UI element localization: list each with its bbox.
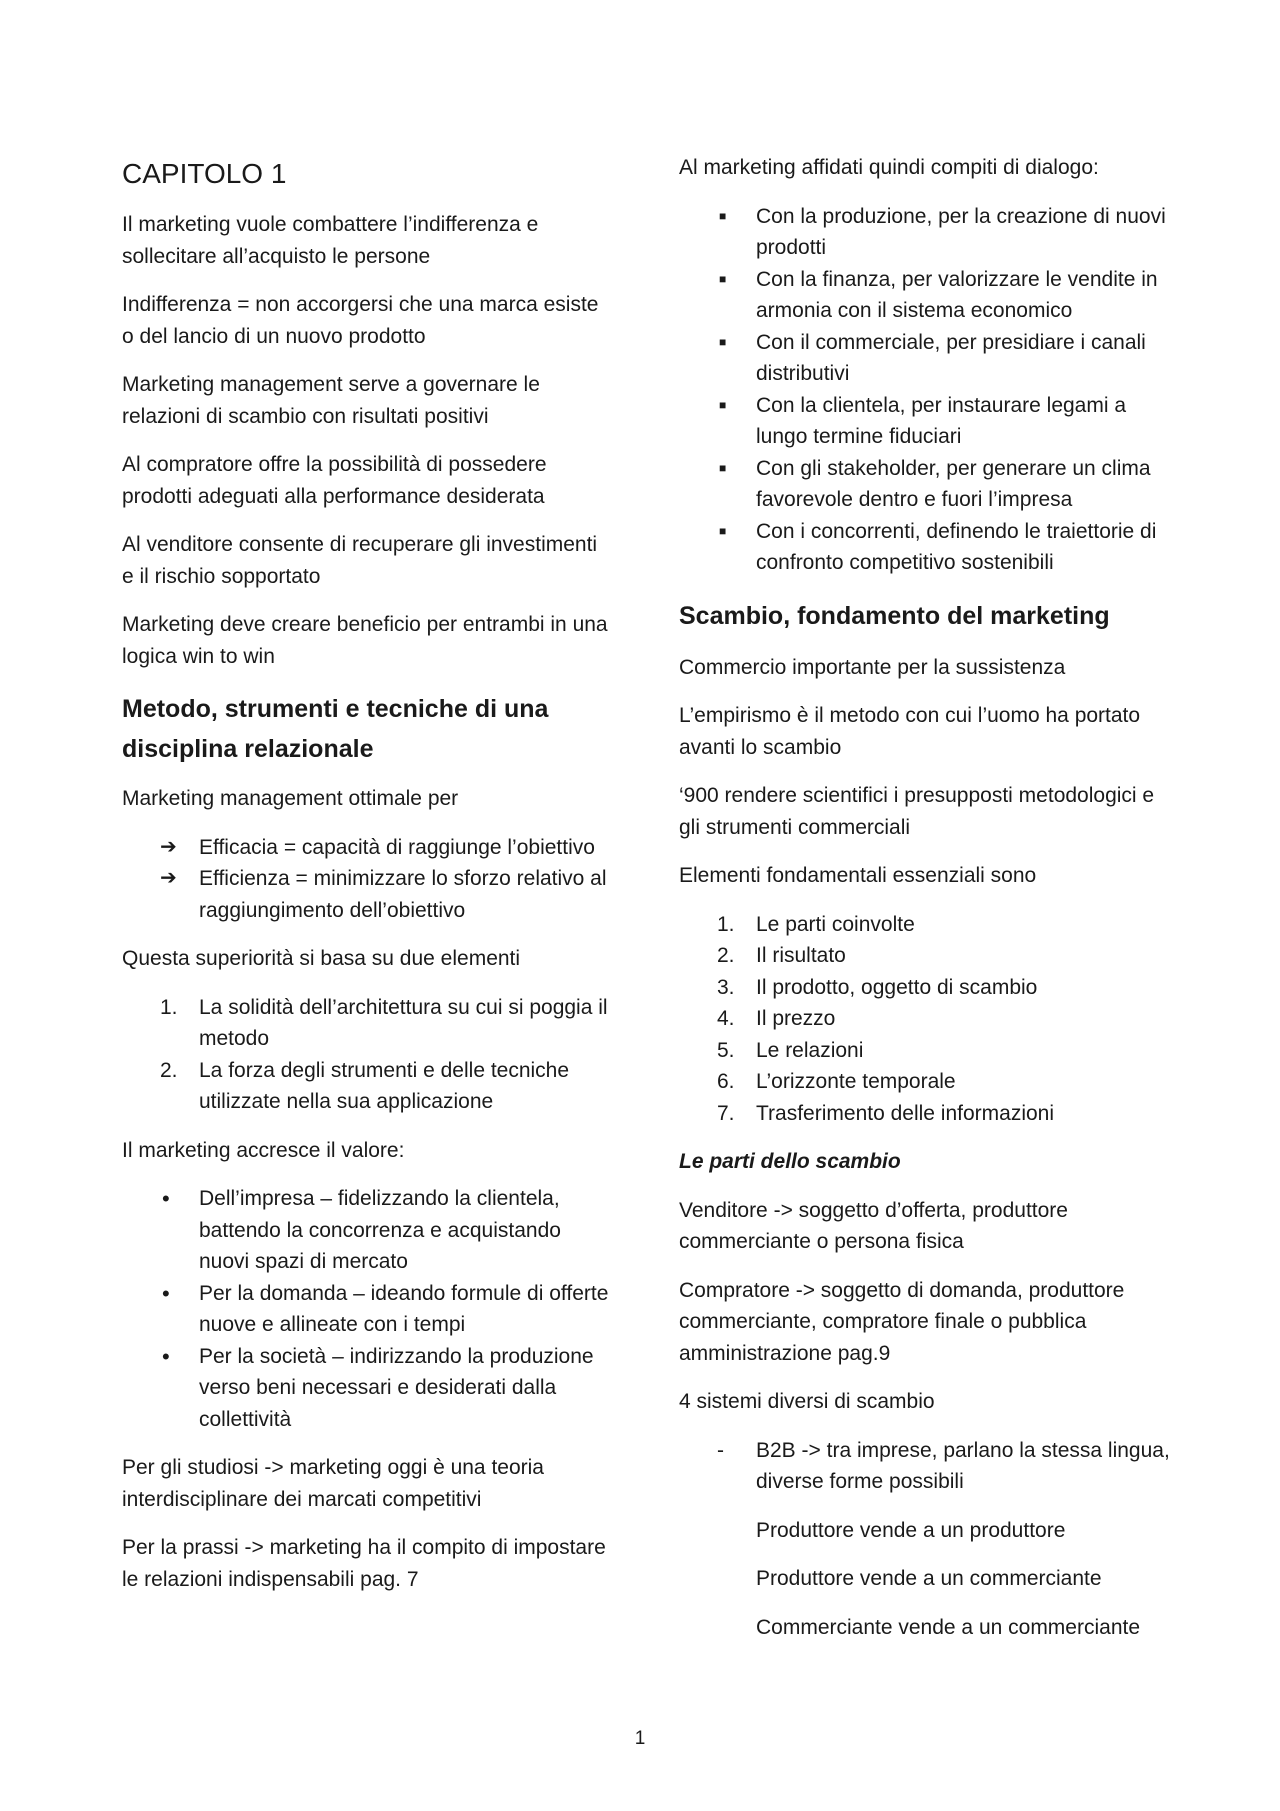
paragraph: Al compratore offre la possibilità di possedere prodotti adeguati alla performance desiderata [122, 453, 547, 508]
list-item-text: Con i concorrenti, definendo le traiettorie di confronto competitivo sostenibili [756, 519, 1157, 574]
list-item [679, 1035, 1179, 1067]
paragraph: 4 sistemi diversi di scambio [679, 1390, 935, 1413]
list-number: 1. [160, 995, 178, 1019]
list-item [679, 1003, 1179, 1035]
square-bullet-icon: ■ [719, 523, 727, 538]
paragraph: Il marketing accresce il valore: [122, 1138, 405, 1162]
bullet-icon: • [162, 1280, 170, 1306]
paragraph: Il marketing vuole combattere l’indifferenza e sollecitare all’acquisto le persone [122, 213, 539, 268]
paragraph: Marketing management serve a governare le relazioni di scambio con risultati positivi [122, 373, 540, 428]
numbered-list [679, 909, 1179, 1130]
list-item-text: Efficienza = minimizzare lo sforzo relativo al raggiungimento dell’obiettivo [199, 867, 607, 922]
list-item-text: Il prodotto, oggetto di scambio [756, 975, 1038, 999]
list-number: 1. [717, 912, 735, 936]
left-column [122, 0, 612, 1612]
subheading: Le parti dello scambio [679, 1150, 901, 1173]
dash-list [679, 1435, 1179, 1498]
list-number: 2. [717, 944, 735, 967]
list-item-text: Con la clientela, per instaurare legami a lungo termine fiduciari [756, 393, 1127, 448]
list-item [122, 992, 612, 1055]
list-item [679, 1435, 1179, 1498]
list-item-text: Le relazioni [756, 1038, 864, 1062]
list-number: 6. [717, 1070, 735, 1093]
list-item-text: La solidità dell’architettura su cui si poggia il metodo [199, 995, 608, 1050]
list-item-text: L’orizzonte temporale [756, 1070, 956, 1093]
list-item-text: Efficacia = capacità di raggiunge l’obiettivo [199, 835, 595, 859]
square-bullet-icon: ■ [719, 208, 727, 223]
list-item-text: Per la società – indirizzando la produzione verso beni necessari e desiderati dalla collettività [199, 1344, 594, 1431]
list-item-text: Dell’impresa – fidelizzando la clientela, battendo la concorrenza e acquistando nuovi spazi di mercato [199, 1187, 561, 1273]
list-item [679, 1098, 1179, 1130]
list-item [679, 390, 1179, 453]
list-item-text: Con la finanza, per valorizzare le vendite in armonia con il sistema economico [756, 267, 1158, 322]
page-number: 1 [634, 1728, 646, 1749]
list-item [679, 453, 1179, 516]
list-number: 7. [717, 1101, 735, 1125]
bullet-list [122, 1183, 612, 1435]
list-item [679, 972, 1179, 1004]
arrow-icon: ➔ [160, 835, 177, 858]
list-item-text: Il risultato [756, 944, 846, 967]
square-bullet-icon: ■ [719, 460, 727, 475]
list-item-text: Il prezzo [756, 1007, 836, 1030]
paragraph: Commercio importante per la sussistenza [679, 655, 1066, 679]
numbered-list [122, 992, 612, 1118]
list-number: 3. [717, 975, 735, 999]
indented-line: Commerciante vende a un commerciante [756, 1615, 1141, 1639]
list-number: 5. [717, 1038, 735, 1062]
list-item-text: Con la produzione, per la creazione di nuovi prodotti [756, 204, 1166, 259]
list-item-text: Con gli stakeholder, per generare un clima favorevole dentro e fuori l’impresa [756, 456, 1151, 511]
list-item [679, 264, 1179, 327]
list-item [122, 863, 612, 926]
indented-line: Produttore vende a un commerciante [756, 1567, 1102, 1590]
list-item [679, 1066, 1179, 1098]
square-bullet-icon: ■ [719, 397, 727, 412]
list-item [122, 1278, 612, 1341]
section-heading: Scambio, fondamento del marketing [679, 601, 1110, 630]
chapter-title: CAPITOLO 1 [122, 158, 287, 189]
list-number: 2. [160, 1058, 178, 1082]
square-bullet-icon: ■ [719, 334, 727, 349]
arrow-icon: ➔ [160, 867, 177, 889]
arrow-list [122, 832, 612, 927]
right-column [679, 0, 1179, 1660]
square-bullet-list [679, 201, 1179, 579]
paragraph: Marketing deve creare beneficio per entrambi in una logica win to win [122, 613, 608, 668]
list-item [122, 1341, 612, 1436]
bullet-icon: • [162, 1186, 170, 1211]
list-number: 4. [717, 1007, 735, 1030]
paragraph: Al marketing affidati quindi compiti di dialogo: [679, 156, 1099, 179]
list-item-text: B2B -> tra imprese, parlano la stessa lingua, diverse forme possibili [756, 1438, 1170, 1493]
list-item-text: Per la domanda – ideando formule di offerte nuove e allineate con i tempi [199, 1281, 609, 1336]
paragraph: Questa superiorità si basa su due elementi [122, 947, 521, 970]
paragraph: Venditore -> soggetto d’offerta, produttore commerciante o persona fisica [679, 1198, 1068, 1253]
paragraph: L’empirismo è il metodo con cui l’uomo ha portato avanti lo scambio [679, 704, 1141, 759]
paragraph: Al venditore consente di recuperare gli investimenti e il rischio sopportato [122, 533, 598, 588]
square-bullet-icon: ■ [719, 271, 727, 286]
list-item [679, 201, 1179, 264]
list-item [679, 327, 1179, 390]
list-item-text: La forza degli strumenti e delle tecniche utilizzate nella sua applicazione [199, 1058, 570, 1113]
list-item-text: Le parti coinvolte [756, 912, 915, 936]
list-item [679, 516, 1179, 579]
bullet-icon: • [162, 1343, 170, 1369]
list-item-text: Trasferimento delle informazioni [756, 1101, 1055, 1125]
paragraph: Elementi fondamentali essenziali sono [679, 864, 1037, 887]
section-heading: Metodo, strumenti e tecniche di una disciplina relazionale [122, 695, 549, 763]
paragraph: Marketing management ottimale per [122, 787, 459, 810]
paragraph: Compratore -> soggetto di domanda, produttore commerciante, compratore finale o pubblica amministrazione pag.9 [679, 1278, 1125, 1365]
paragraph: Per la prassi -> marketing ha il compito di impostare le relazioni indispensabili pag. 7 [122, 1536, 606, 1591]
list-item-text: Con il commerciale, per presidiare i canali distributivi [756, 330, 1146, 385]
list-item [122, 1055, 612, 1118]
dash-icon: - [717, 1438, 724, 1462]
paragraph: Per gli studiosi -> marketing oggi è una teoria interdisciplinare dei marcati competitivi [122, 1456, 544, 1511]
paragraph: Indifferenza = non accorgersi che una marca esiste o del lancio di un nuovo prodotto [122, 293, 599, 348]
indented-line: Produttore vende a un produttore [756, 1518, 1066, 1542]
paragraph: ‘900 rendere scientifici i presupposti metodologici e gli strumenti commerciali [679, 784, 1155, 839]
list-item [122, 832, 612, 864]
list-item [679, 909, 1179, 941]
list-item [679, 940, 1179, 972]
list-item [122, 1183, 612, 1278]
